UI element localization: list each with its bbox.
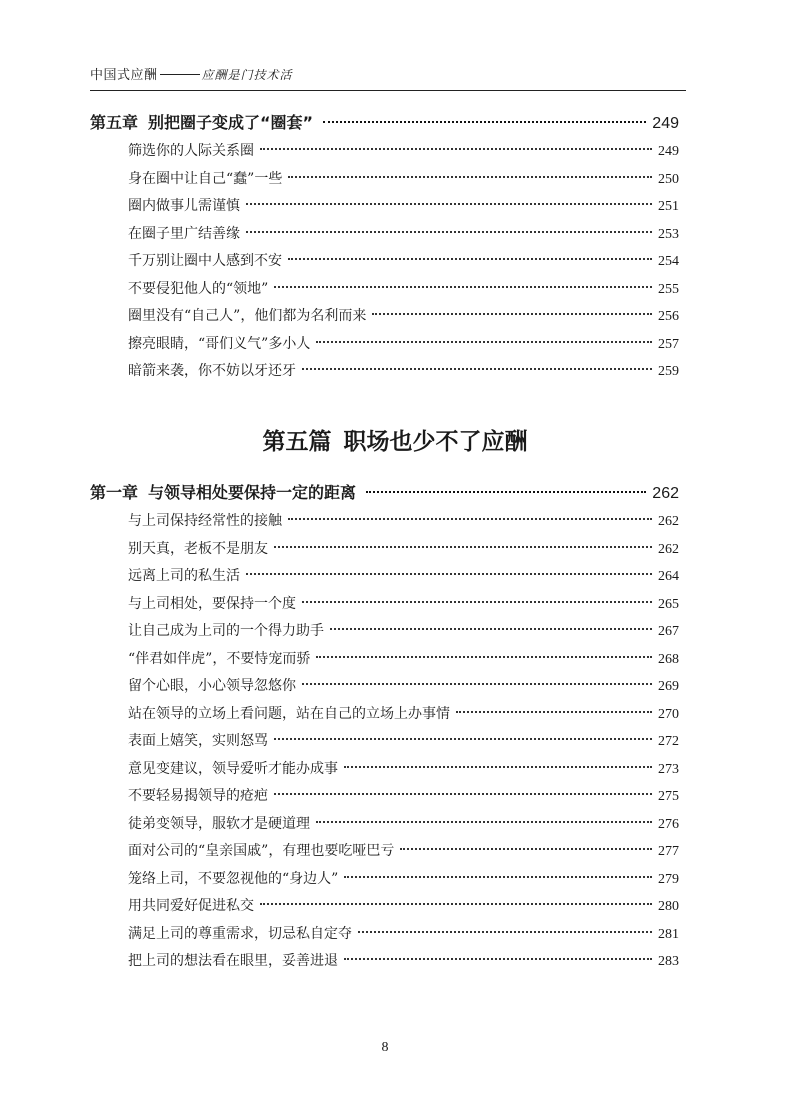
entry-title: “伴君如伴虎”，不要恃宠而骄 bbox=[128, 650, 311, 667]
dot-leader bbox=[358, 931, 652, 933]
chapter-title: 第一章 与领导相处要保持一定的距离 bbox=[90, 483, 357, 502]
page-ref: 267 bbox=[658, 624, 679, 639]
dot-leader bbox=[456, 711, 652, 713]
page-ref: 249 bbox=[652, 115, 679, 132]
page-ref: 249 bbox=[658, 144, 679, 159]
toc-entry[interactable] bbox=[90, 140, 679, 168]
dot-leader bbox=[274, 793, 652, 795]
entry-title: 用共同爱好促进私交 bbox=[128, 898, 254, 914]
page-ref: 253 bbox=[658, 226, 679, 242]
chapter-heading[interactable] bbox=[90, 110, 679, 140]
entry-title: 在圈子里广结善缘 bbox=[128, 225, 240, 242]
entry-title: 身在圈中让自己“蠢”一些 bbox=[128, 170, 283, 187]
page-ref: 256 bbox=[658, 309, 679, 324]
toc-entry[interactable] bbox=[90, 840, 679, 868]
toc-entry[interactable] bbox=[90, 278, 679, 306]
toc-entry[interactable] bbox=[90, 868, 679, 896]
page-ref: 251 bbox=[658, 199, 679, 214]
dot-leader bbox=[246, 203, 652, 205]
toc-section-2 bbox=[90, 480, 679, 978]
part-title bbox=[0, 423, 790, 456]
running-header bbox=[90, 64, 293, 83]
book-title: 中国式应酬 bbox=[90, 68, 158, 83]
page-ref: 280 bbox=[658, 899, 679, 914]
dot-leader bbox=[288, 518, 652, 520]
dot-leader bbox=[316, 656, 652, 658]
toc-section-1 bbox=[90, 110, 679, 388]
dot-leader bbox=[246, 231, 652, 233]
toc-entry[interactable] bbox=[90, 168, 679, 196]
header-rule bbox=[90, 90, 686, 91]
toc-entry[interactable] bbox=[90, 620, 679, 648]
dot-leader bbox=[372, 313, 652, 315]
part-name: 职场也少不了应酬 bbox=[343, 428, 528, 455]
page-ref: 255 bbox=[658, 281, 679, 297]
toc-entry[interactable] bbox=[90, 223, 679, 251]
dot-leader bbox=[288, 176, 652, 178]
dot-leader bbox=[302, 601, 652, 603]
dot-leader bbox=[288, 258, 652, 260]
page-ref: 281 bbox=[658, 926, 679, 942]
dot-leader bbox=[316, 821, 652, 823]
toc-entry[interactable] bbox=[90, 758, 679, 786]
toc-entry[interactable] bbox=[90, 813, 679, 841]
dot-leader bbox=[274, 738, 652, 740]
toc-entry[interactable] bbox=[90, 730, 679, 758]
entry-title: 与上司保持经常性的接触 bbox=[128, 513, 282, 529]
dot-leader bbox=[274, 286, 652, 288]
dot-leader bbox=[323, 121, 646, 123]
toc-entry[interactable] bbox=[90, 250, 679, 278]
page-ref: 279 bbox=[658, 871, 679, 887]
entry-title: 圈内做事儿需谨慎 bbox=[128, 198, 240, 214]
dot-leader bbox=[260, 903, 652, 905]
page-ref: 265 bbox=[658, 596, 679, 612]
entry-title: 圈里没有“自己人”，他们都为名利而来 bbox=[128, 308, 367, 324]
dot-leader bbox=[274, 546, 652, 548]
toc-entry[interactable] bbox=[90, 305, 679, 333]
page-ref: 276 bbox=[658, 816, 679, 832]
entry-title: 意见变建议，领导爱听才能办成事 bbox=[128, 760, 338, 777]
header-dash bbox=[160, 74, 200, 75]
entry-title: 徒弟变领导，服软才是硬道理 bbox=[128, 815, 310, 832]
entry-title: 满足上司的尊重需求，切忌私自定夺 bbox=[128, 925, 352, 942]
toc-entry[interactable] bbox=[90, 360, 679, 388]
dot-leader bbox=[246, 573, 652, 575]
dot-leader bbox=[366, 491, 646, 493]
entry-title: 笼络上司，不要忽视他的“身边人” bbox=[128, 870, 339, 887]
toc-entry[interactable] bbox=[90, 195, 679, 223]
dot-leader bbox=[260, 148, 652, 150]
toc-entry[interactable] bbox=[90, 538, 679, 566]
toc-entry[interactable] bbox=[90, 648, 679, 676]
entry-title: 与上司相处，要保持一个度 bbox=[128, 595, 296, 612]
part-number: 第五篇 bbox=[262, 428, 332, 455]
toc-entry[interactable] bbox=[90, 895, 679, 923]
entry-title: 千万别让圈中人感到不安 bbox=[128, 253, 282, 269]
page-ref: 262 bbox=[658, 541, 679, 557]
page-ref: 273 bbox=[658, 761, 679, 777]
page-ref: 269 bbox=[658, 679, 679, 694]
entry-title: 别天真，老板不是朋友 bbox=[128, 540, 268, 557]
toc-entry[interactable] bbox=[90, 593, 679, 621]
page-ref: 257 bbox=[658, 336, 679, 352]
entry-title: 面对公司的“皇亲国戚”，有理也要吃哑巴亏 bbox=[128, 843, 395, 859]
entry-title: 把上司的想法看在眼里，妥善进退 bbox=[128, 953, 338, 969]
toc-entry[interactable] bbox=[90, 675, 679, 703]
dot-leader bbox=[400, 848, 652, 850]
page-number: 8 bbox=[381, 1040, 389, 1055]
entry-title: 留个心眼，小心领导忽悠你 bbox=[128, 678, 296, 694]
entry-title: 远离上司的私生活 bbox=[128, 568, 240, 584]
toc-entry[interactable] bbox=[90, 785, 679, 813]
book-subtitle: 应酬是门技术活 bbox=[201, 68, 293, 82]
entry-title: 暗箭来袭，你不妨以牙还牙 bbox=[128, 363, 296, 379]
entry-title: 站在领导的立场上看问题，站在自己的立场上办事情 bbox=[128, 705, 450, 722]
dot-leader bbox=[344, 766, 652, 768]
page-ref: 283 bbox=[658, 954, 679, 969]
entry-title: 让自己成为上司的一个得力助手 bbox=[128, 623, 324, 639]
dot-leader bbox=[302, 368, 652, 370]
entry-title: 不要轻易揭领导的疮疤 bbox=[128, 788, 268, 804]
page-ref: 270 bbox=[658, 706, 679, 722]
entry-title: 擦亮眼睛，“哥们义气”多小人 bbox=[128, 335, 311, 352]
page-ref: 254 bbox=[658, 254, 679, 269]
toc-entry[interactable] bbox=[90, 333, 679, 361]
page-ref: 275 bbox=[658, 789, 679, 804]
entry-title: 不要侵犯他人的“领地” bbox=[128, 280, 269, 297]
chapter-title: 第五章 别把圈子变成了“圈套” bbox=[90, 113, 314, 132]
entry-title: 筛选你的人际关系圈 bbox=[128, 143, 254, 159]
toc-entry[interactable] bbox=[90, 950, 679, 978]
toc-entry[interactable] bbox=[90, 565, 679, 593]
toc-entry[interactable] bbox=[90, 923, 679, 951]
dot-leader bbox=[344, 958, 652, 960]
page-ref: 268 bbox=[658, 651, 679, 667]
dot-leader bbox=[316, 341, 652, 343]
page-ref: 250 bbox=[658, 171, 679, 187]
dot-leader bbox=[344, 876, 652, 878]
toc-entry[interactable] bbox=[90, 510, 679, 538]
page-ref: 262 bbox=[652, 485, 679, 502]
page-ref: 259 bbox=[658, 364, 679, 379]
page-ref: 262 bbox=[658, 514, 679, 529]
dot-leader bbox=[302, 683, 652, 685]
dot-leader bbox=[330, 628, 652, 630]
page-ref: 272 bbox=[658, 734, 679, 749]
page-ref: 264 bbox=[658, 569, 679, 584]
page-ref: 277 bbox=[658, 844, 679, 859]
toc-entry[interactable] bbox=[90, 703, 679, 731]
chapter-heading[interactable] bbox=[90, 480, 679, 510]
entry-title: 表面上嬉笑，实则怒骂 bbox=[128, 733, 268, 749]
